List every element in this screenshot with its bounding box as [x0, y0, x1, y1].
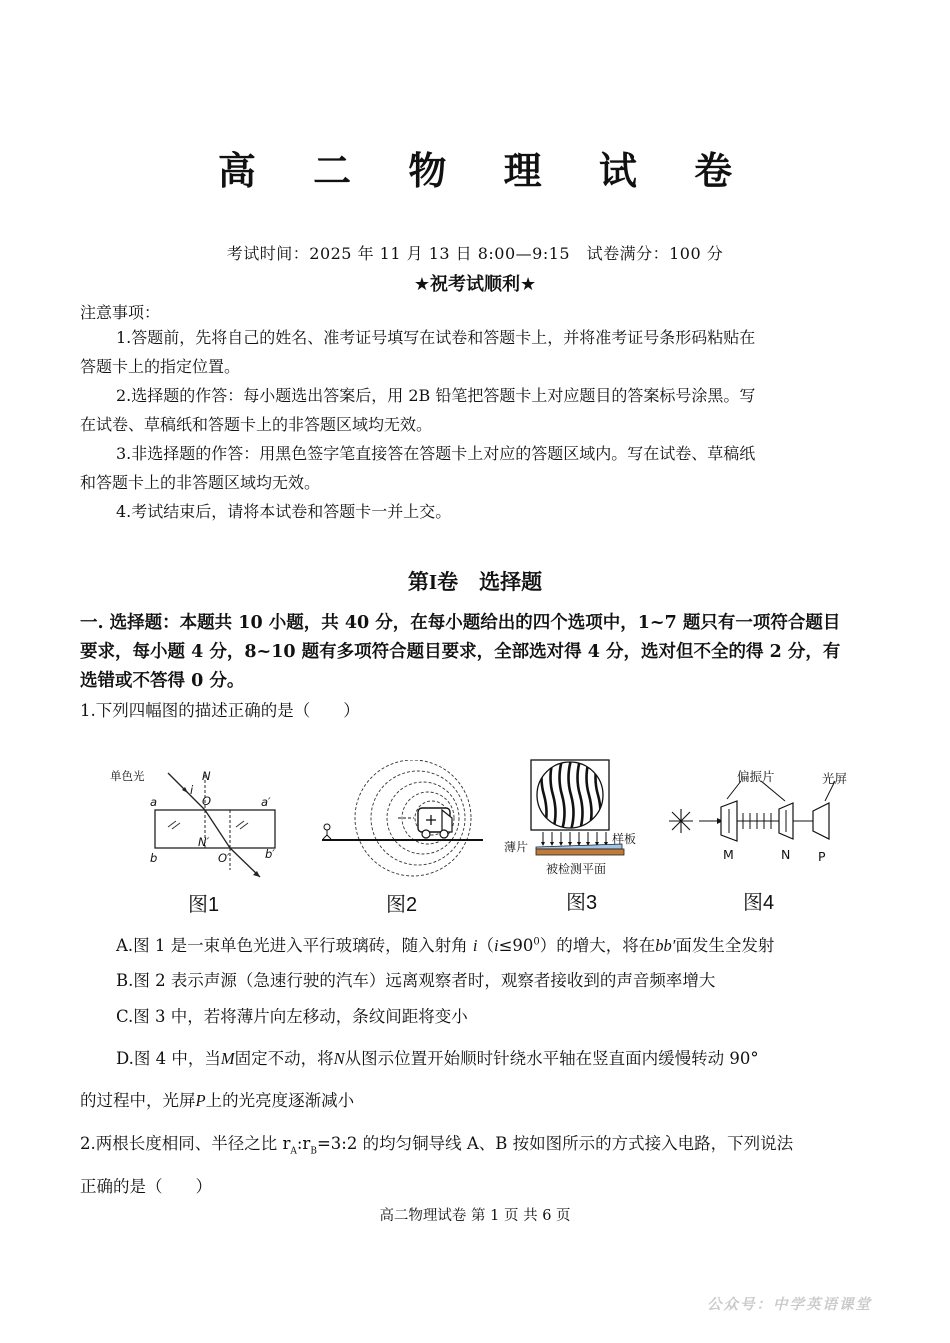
fig2-caption: 图2 [386, 894, 418, 916]
watermark: 公众号：中学英语课堂 [707, 1296, 872, 1313]
instr-line-2: 要求，每小题 4 分，8~10 题有多项符合题目要求，全部选对得 4 分，选对但不全的得 2 分，有 [80, 642, 841, 662]
fig1-N-prime: N′ [198, 835, 210, 849]
q1-option-a-var-i2: i [494, 936, 499, 955]
notice-item-1b: 答题卡上的指定位置。 [80, 357, 241, 376]
q1-option-d-text-1: D.图 4 中，当 [116, 1049, 221, 1068]
fig3-caption: 图3 [566, 892, 598, 914]
q1-stem: 1.下列四幅图的描述正确的是（ ） [80, 701, 360, 720]
q1-option-a-text-1: A.图 1 是一束单色光进入平行玻璃砖，随入射角 [116, 936, 473, 955]
fig1-caption: 图1 [188, 894, 220, 916]
fig1-light-label: 单色光 [110, 769, 145, 783]
figure-4 [665, 763, 865, 915]
q2-text-a: 2.两根长度相同、半径之比 r [80, 1134, 291, 1153]
instr-line-1: 一. 选择题：本题共 10 小题，共 40 分，在每小题给出的四个选项中，1~7 题只有一项符合题目 [80, 613, 841, 633]
notice-item-2a: 2.选择题的作答：每小题选出答案后，用 2B 铅笔把答题卡上对应题目的答案标号涂黑。写 [116, 386, 756, 405]
q1-option-c: C.图 3 中，若将薄片向左移动，条纹间距将变小 [116, 1007, 468, 1026]
notice-item-2b: 在试卷、草稿纸和答题卡上的非答题区域均无效。 [80, 415, 433, 434]
section-title: 第I卷 选择题 [407, 570, 543, 594]
page-footer: 高二物理试卷 第 1 页 共 6 页 [379, 1208, 571, 1224]
notice-item-1a: 1.答题前，先将自己的姓名、准考证号填写在试卷和答题卡上，并将准考证号条形码粘贴在 [116, 328, 756, 347]
q2-sub-a: A [290, 1146, 297, 1157]
notice-item-3b: 和答题卡上的非答题区域均无效。 [80, 473, 321, 492]
q2-sub-b: B [310, 1146, 317, 1157]
q1-option-a-var-i: i [472, 936, 478, 955]
q1-option-b: B.图 2 表示声源（急速行驶的汽车）远离观察者时，观察者接收到的声音频率增大 [116, 971, 716, 990]
fig4-screen-label: 光屏 [822, 771, 848, 786]
q1-option-d-M: M [220, 1049, 235, 1068]
q1-option-d-text-5: 上的光亮度逐渐减小 [205, 1091, 355, 1110]
notice-item-4: 4.考试结束后，请将本试卷和答题卡一并上交。 [116, 502, 452, 521]
fig1-b: b [150, 851, 158, 865]
fig4-M: M [723, 847, 734, 862]
section-instructions [80, 609, 872, 696]
fig4-N: N [781, 847, 791, 862]
fig1-N: N [202, 769, 211, 783]
notice-item-3a: 3.非选择题的作答：用黑色签字笔直接答在答题卡上对应的答题区域内。写在试卷、草稿纸 [116, 444, 756, 463]
fig1-O: O [202, 794, 212, 808]
q1-option-a [116, 932, 774, 956]
notice-heading: 注意事项： [80, 303, 161, 322]
q1-option-a-text-7: 面发生全发射 [675, 936, 775, 955]
q1-option-d-N: N [333, 1049, 345, 1068]
notice-list [80, 323, 872, 526]
q1-option-d-text-4: 的过程中，光屏 [80, 1091, 196, 1110]
q1-option-d-P: P [195, 1091, 206, 1110]
q2-stem-line-2: 正确的是（ ） [80, 1177, 212, 1196]
q1-option-a-text-5: ）的增大，将在 [539, 936, 656, 955]
figure-1 [110, 765, 300, 915]
wish-line: ★祝考试顺利★ [413, 274, 537, 295]
fig1-a: a [150, 795, 158, 809]
fig3-surface-label: 被检测平面 [546, 862, 607, 876]
q1-option-a-face: bb′ [655, 936, 676, 955]
fig1-b-prime: b′ [265, 847, 275, 861]
q1-option-d-text-2: 固定不动，将 [234, 1049, 334, 1068]
q1-option-d-cont [80, 1087, 354, 1111]
q1-option-a-sup: 0 [533, 936, 540, 948]
q1-option-d [116, 1045, 759, 1069]
figure-2 [318, 760, 488, 915]
q2-stem-line-1 [80, 1130, 793, 1156]
fig4-polarizer-label: 偏振片 [737, 769, 775, 784]
q1-option-d-text-3: 从图示位置开始顺时针绕水平轴在竖直面内缓慢转动 90° [344, 1049, 759, 1068]
page-title: 高 二 物 理 试 卷 [217, 149, 755, 193]
fig1-a-prime: a′ [261, 795, 271, 809]
fig1-i: i [190, 783, 194, 797]
fig4-caption: 图4 [743, 892, 775, 914]
fig4-P: P [818, 849, 826, 864]
fig3-plate-label: 样板 [612, 832, 637, 846]
fig2-drawing [318, 760, 488, 880]
q2-text-b: =3:2 的均匀铜导线 A、B 按如图所示的方式接入电路，下列说法 [316, 1134, 794, 1153]
q1-option-a-text-2: （ [477, 936, 494, 955]
exam-info: 考试时间：2025 年 11 月 13 日 8:00—9:15 试卷满分：100 分 [226, 244, 724, 263]
fig1-O-prime: O′ [218, 851, 230, 865]
q1-option-a-text-3: ≤90 [498, 936, 534, 955]
instr-line-3: 选错或不答得 0 分。 [80, 671, 245, 691]
q2-text-mid: :r [296, 1134, 311, 1153]
fig3-thin-label: 薄片 [504, 840, 529, 854]
figure-3 [498, 758, 658, 915]
